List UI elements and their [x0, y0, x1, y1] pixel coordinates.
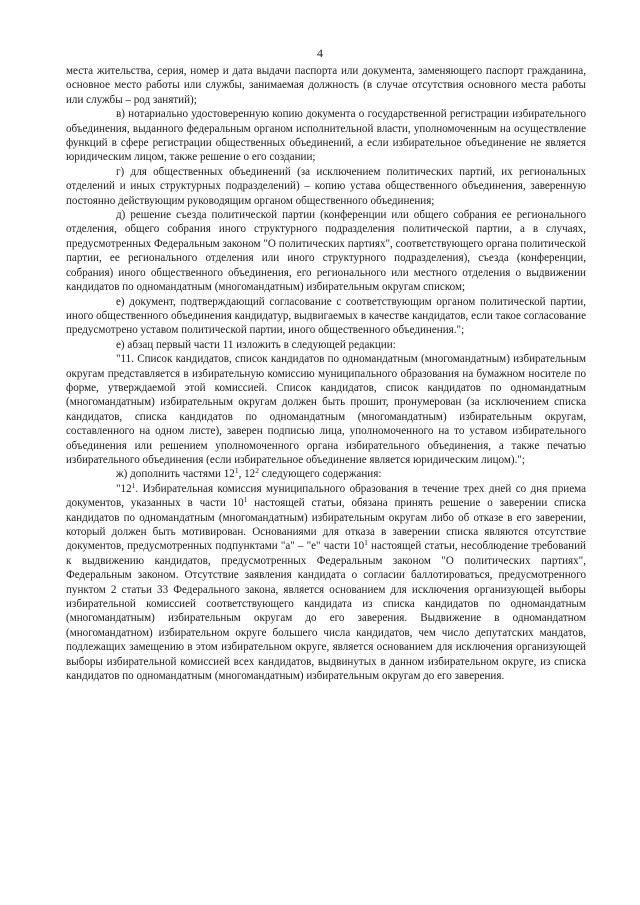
paragraph-part-12-1	[66, 482, 586, 684]
superscript-1: 1	[243, 495, 248, 505]
paragraph-item-g: г) для общественных объединений (за исключением политических партий, их региональных отделений и иных структурных подразделений) – копию устава общественного объединения, заверенную постоянно действующим руководящим органом общественного объединения;	[66, 165, 586, 207]
amendment-zh-text-2: , 12	[238, 468, 256, 481]
paragraph-passport-details: места жительства, серия, номер и дата выдачи паспорта или документа, заменяющего паспорт гражданина, основное место работы или службы, занимаемая должность (в случае отсутствия основного места работы или службы – род занятий);	[66, 65, 586, 106]
paragraph-item-d: д) решение съезда политической партии (конференции или общего собрания ее регионального отделения, общего собрания иного структурного подразделения политической партии, а в случаях, предусмотренных Федеральным законом "О политических партиях", соответствующего органа политической партии, ее регионального отделения или иного структурного подразделения), съезда (конференции, собрания) иного общественного объединения, его регионального или местного отделения о выдвижении кандидатов по одномандатным (многомандатным) избирательным округам списком;	[66, 209, 586, 294]
superscript-2: 2	[255, 466, 259, 476]
superscript-1: 1	[131, 480, 136, 490]
paragraph-item-e: е) документ, подтверждающий согласование с соответствующим органом политической партии, иного общественного объединения кандидатур, выдвигаемых в качестве кандидатов, если такое согласование предусмотрено уставом политической партии, иного общественного объединения.";	[66, 295, 586, 337]
page-number: 4	[317, 46, 323, 60]
paragraph-amendment-e: е) абзац первый части 11 изложить в следующей редакции:	[116, 338, 396, 351]
paragraph-amendment-zh	[66, 467, 586, 481]
amendment-zh-text-1: ж) дополнить частями 12	[116, 468, 235, 481]
paragraph-part-11: "11. Список кандидатов, список кандидатов по одномандатным (многомандатным) избирательным округам представляется в избирательную комиссию муниципального образования на бумажном носителе по форме, утверждаемой этой комиссией. Список кандидатов, список кандидатов по одномандатным (многомандатным) избирательным округам должен быть прошит, пронумерован (за исключением списка кандидатов, списка кандидатов по одномандатным (многомандатным) избирательным округам, составленного на одном листе), заверен подписью лица, уполномоченного на то уставом избирательного объединения или решением уполномоченного органа избирательного объединения, а также печатью избирательного объединения (если избирательное объединение является юридическим лицом).";	[66, 353, 586, 466]
amendment-zh-text-3: следующего содержания:	[258, 468, 382, 481]
part-12-1-text-4: настоящей статьи, несоблюдение требований к выдвижению кандидатов, предусмотренных Федеральным законом "О политических партиях", Федеральным законом. Отсутствие заявления кандидата о согласии баллотироваться, предусмотренного пунктом 2 статьи 33 Федерального закона, является основанием для исключения организующей выборы избирательной комиссией соответствующего кандидата из списка кандидатов по одномандатным (многомандатным) избирательным округам до его заверения. Выдвижение в одномандатном (многомандатном) избирательном округе большего числа кандидатов, чем число депутатских мандатов, подлежащих замещению в этом избирательном округе, является основанием для исключения организующей выборы избирательной комиссией всех кандидатов, выдвинутых в данном избирательном округе, из списка кандидатов по одномандатным (многомандатным) избирательным округам до его заверения.	[66, 540, 586, 683]
superscript-1: 1	[234, 466, 239, 476]
document-body	[66, 64, 586, 683]
paragraph-item-v: в) нотариально удостоверенную копию документа о государственной регистрации избирательного объединения, выданного федеральным органом исполнительной власти, уполномоченным на осуществление функций в сфере регистрации общественных объединений, а если избирательное объединение не является юридическим лицом, также решение о его создании;	[66, 108, 586, 164]
part-12-1-text-3: настоящей статьи, обязана принять решение о заверении списка кандидатов по одномандатным (многомандатным) избирательным округам либо об отказе в его заверении, который должен быть мотивирован. Основаниями для отказа в заверении списка являются отсутствие документов, предусмотренных подпунктами "а" – "е" части 10	[66, 497, 586, 553]
part-12-1-text-1: "12	[116, 482, 132, 495]
superscript-1: 1	[364, 538, 368, 548]
part-12-1-text-2: . Избирательная комиссия муниципального образования в течение трех дней со дня приема документов, указанных в части 10	[66, 482, 586, 510]
